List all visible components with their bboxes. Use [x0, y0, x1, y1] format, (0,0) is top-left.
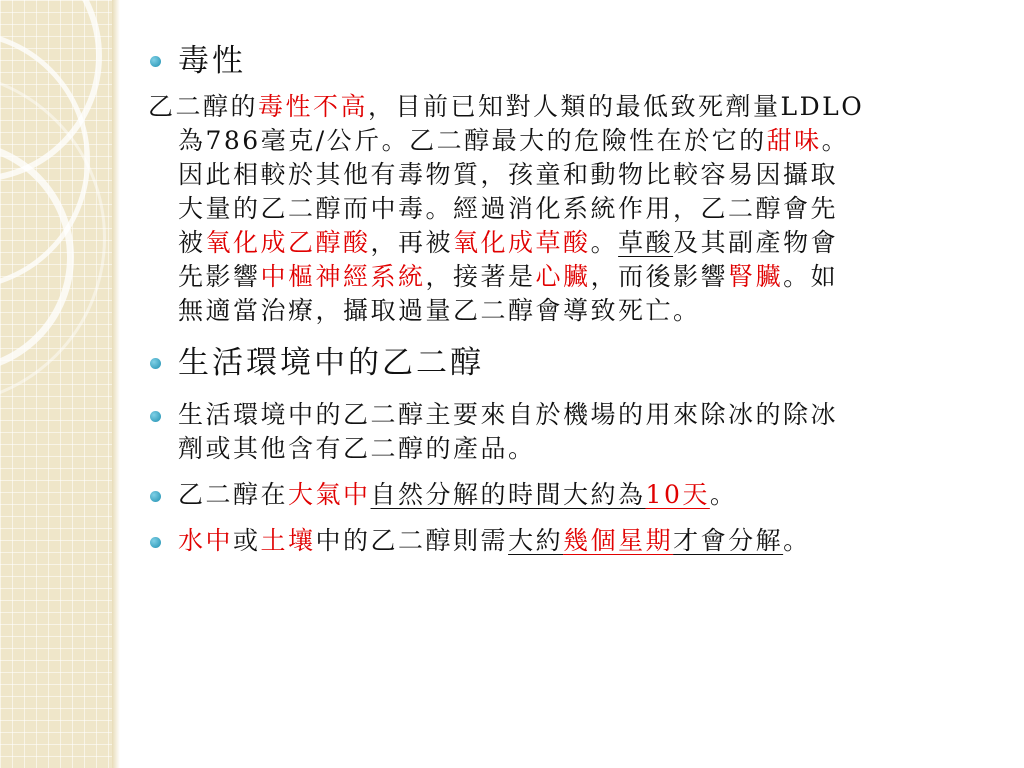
underlined-text: 草酸 [618, 228, 674, 257]
text-run: 。 [709, 480, 738, 509]
highlight-text: 中樞神經系統 [260, 262, 426, 291]
underlined-text: 才會分解 [673, 526, 784, 555]
text-run: ，而後影響 [590, 262, 729, 291]
text-run: ，再被 [370, 228, 454, 257]
paragraph-line [148, 260, 1010, 294]
highlight-text: 腎臟 [728, 262, 784, 291]
highlight-text: 氧化成乙醇酸 [205, 228, 371, 257]
decorative-ring [0, 70, 106, 406]
text-run: ，目前已知對人類的最低致死劑量LDLO [368, 92, 865, 121]
text-run: 或 [233, 526, 261, 555]
bullet-water-soil [148, 524, 1010, 558]
text-run: 。 [821, 126, 850, 155]
text-run: 乙二醇的 [148, 92, 259, 121]
paragraph-line [148, 90, 1010, 124]
text-run: 為786毫克/公斤。乙二醇最大的危險性在於它的 [178, 126, 767, 155]
text-run: 及其副產物會 [673, 228, 839, 257]
highlight-text: 10天 [645, 480, 710, 509]
highlight-text: 土壤 [260, 526, 316, 555]
sidebar-edge [112, 0, 120, 768]
highlight-text: 心臟 [535, 262, 591, 291]
text-run: 先影響 [178, 262, 261, 291]
highlight-text: 幾個星期 [563, 526, 674, 555]
paragraph-line: 因此相較於其他有毒物質，孩童和動物比較容易因攝取 [178, 160, 839, 189]
bullet-icon [150, 537, 161, 548]
heading-text: 生活環境中的乙二醇 [178, 345, 484, 381]
text-run: 。如 [783, 262, 839, 291]
bullet-icon [150, 358, 161, 369]
text-run: 乙二醇在 [178, 480, 289, 509]
underlined-text: 大約 [508, 526, 564, 555]
text-run: 中的乙二醇則需 [315, 526, 509, 555]
paragraph-line [148, 124, 1010, 158]
toxicity-paragraph [148, 90, 1010, 328]
bullet-atmosphere [148, 478, 1010, 512]
text-run: 被 [178, 228, 206, 257]
underlined-text: 自然分解的時間大約為 [370, 480, 646, 509]
text-run: 。 [590, 228, 619, 257]
bullet-icon [150, 411, 161, 422]
heading-environment [148, 340, 1010, 386]
highlight-text: 水中 [178, 526, 234, 555]
bullet-line: 生活環境中的乙二醇主要來自於機場的用來除冰的除冰 [178, 400, 839, 429]
highlight-text: 甜味 [766, 126, 822, 155]
bullet-icon [150, 56, 161, 67]
bullet-deicer [148, 398, 1010, 466]
bullet-line [178, 478, 1010, 512]
paragraph-line: 無適當治療，攝取過量乙二醇會導致死亡。 [178, 296, 701, 325]
bullet-icon [150, 491, 161, 502]
highlight-text: 氧化成草酸 [453, 228, 591, 257]
text-run: ，接著是 [425, 262, 536, 291]
paragraph-line: 大量的乙二醇而中毒。經過消化系統作用，乙二醇會先 [178, 194, 839, 223]
text-run: 。 [783, 526, 811, 555]
paragraph-line [148, 226, 1010, 260]
highlight-text: 大氣中 [288, 480, 371, 509]
bullet-line: 劑或其他含有乙二醇的產品。 [178, 434, 536, 463]
bullet-line [178, 524, 1010, 558]
highlight-text: 毒性不高 [258, 92, 369, 121]
decorative-sidebar [0, 0, 112, 768]
heading-text: 毒性 [178, 43, 246, 79]
heading-toxicity [148, 38, 1010, 84]
slide-content [148, 38, 1010, 558]
